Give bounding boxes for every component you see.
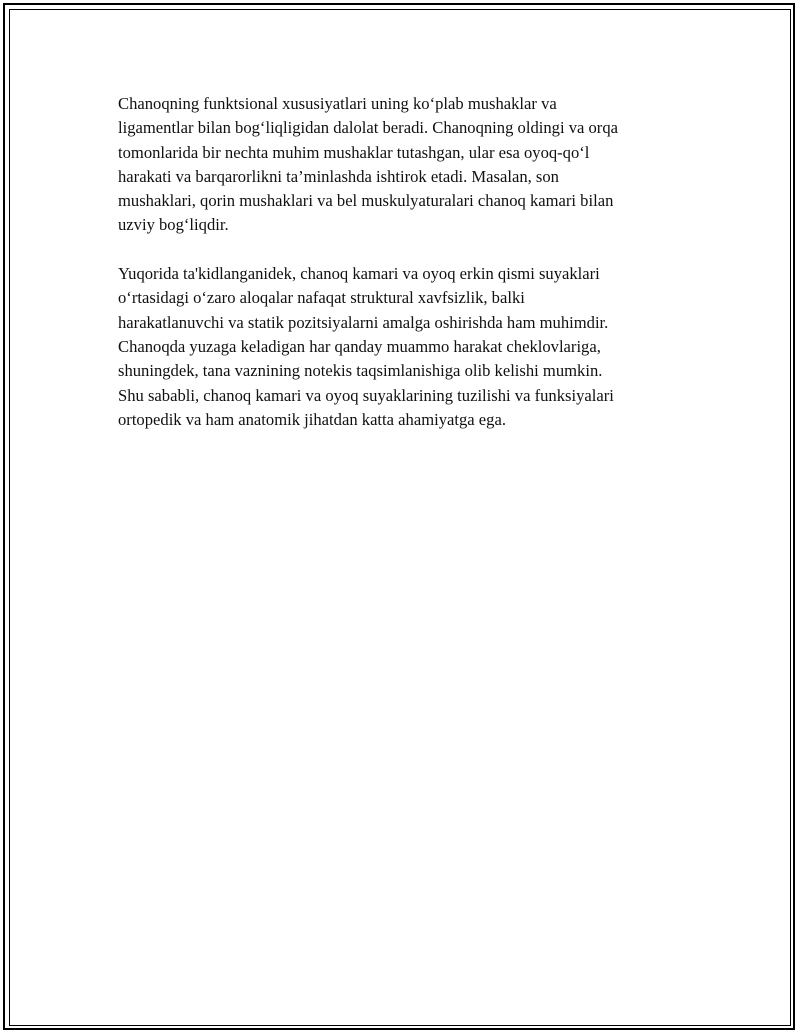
paragraph-line: Chanoqda yuzaga keladigan har qanday muammo harakat cheklovlariga,	[118, 336, 601, 356]
paragraph-line: Chanoqning funktsional xususiyatlari uning ko‘plab mushaklar va	[118, 94, 557, 113]
paragraph-line: shuningdek, tana vaznining notekis taqsimlanishiga olib kelishi mumkin.	[118, 361, 603, 381]
paragraph-2	[118, 262, 678, 432]
document-body	[118, 92, 678, 432]
paragraph-line: harakati va barqarorlikni ta’minlashda ishtirok etadi. Masalan, son	[118, 166, 559, 186]
paragraph-line: Yuqorida ta'kidlanganidek, chanoq kamari va oyoq erkin qismi suyaklari	[118, 264, 600, 284]
paragraph-line: o‘rtasidagi o‘zaro aloqalar nafaqat struktural xavfsizlik, balki	[118, 288, 525, 308]
paragraph-1	[118, 92, 678, 238]
paragraph-line: ligamentlar bilan bog‘liqligidan dalolat beradi. Chanoqning oldingi va orqa	[118, 118, 619, 138]
paragraph-line: uzviy bog‘liqdir.	[118, 215, 229, 235]
paragraph-line: mushaklari, qorin mushaklari va bel muskulyaturalari chanoq kamari bilan	[118, 191, 614, 211]
paragraph-line: tomonlarida bir nechta muhim mushaklar tutashgan, ular esa oyoq-qo‘l	[118, 142, 590, 162]
paragraph-line: harakatlanuvchi va statik pozitsiyalarni amalga oshirishda ham muhimdir.	[118, 312, 609, 332]
paragraph-line: Shu sababli, chanoq kamari va oyoq suyaklarining tuzilishi va funksiyalari	[118, 385, 614, 405]
paragraph-line: ortopedik va ham anatomik jihatdan katta ahamiyatga ega.	[118, 409, 506, 429]
